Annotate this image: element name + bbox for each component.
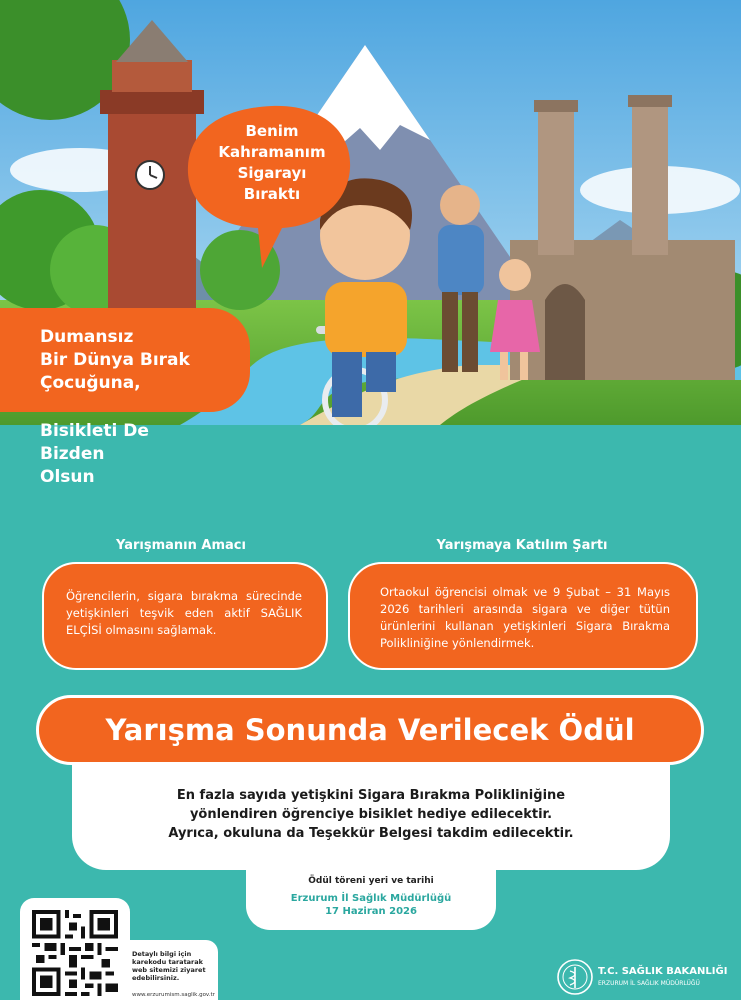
prize-description (72, 758, 670, 870)
sub-headline (40, 420, 149, 489)
madrasa (510, 240, 735, 380)
qr-info-line: edebilirsiniz. (132, 974, 180, 982)
goal-text: Öğrencilerin, sigara bırakma sürecinde yetişkinleri teşvik eden aktif SAĞLIK ELÇİSİ olmasını sağlamak. (66, 589, 302, 637)
ceremony-place: Erzurum İl Sağlık Müdürlüğü (290, 893, 452, 904)
speech-bubble (184, 105, 360, 233)
prize-line: Ayrıca, okuluna da Teşekkür Belgesi takdim edilecektir. (168, 826, 574, 841)
girl (499, 259, 531, 291)
madrasa-portal (545, 284, 585, 380)
ceremony-date: 17 Haziran 2026 (325, 906, 417, 917)
qr-info-line: Detaylı bilgi için (132, 950, 192, 958)
ministry-logo (556, 958, 736, 998)
headline-box (0, 308, 250, 412)
clock-tower (108, 100, 196, 315)
qr-code-card[interactable] (20, 898, 130, 1000)
qr-info-line: web sitemizi ziyaret (132, 966, 206, 974)
prize-line: En fazla sayıda yetişkini Sigara Bırakma Polikliniğine (176, 788, 566, 803)
headline-line: Çocuğuna, (40, 373, 141, 393)
speech-line: Benim (245, 122, 299, 140)
ceremony-info (246, 870, 496, 930)
qr-info-line: karekodu taratarak (132, 958, 203, 966)
goal-title: Yarışmanın Amacı (116, 538, 246, 553)
condition-text: Ortaokul öğrencisi olmak ve 9 Şubat – 31 Mayıs 2026 tarihleri arasında sigara ve diğer tütün ürünlerini kullanan yetişkinleri Sigara Bırakma Polikliniğine yönlendirmek. (380, 585, 670, 650)
goal-box (42, 562, 328, 670)
father (440, 185, 480, 225)
prize-title: Yarışma Sonunda Verilecek Ödül (36, 695, 704, 765)
prize-line: yönlendiren öğrenciye bisiklet hediye edilecektir. (189, 807, 553, 822)
sub-headline-line: Bizden (40, 444, 105, 464)
ministry-title: T.C. SAĞLIK BAKANLIĞI (598, 966, 728, 977)
ministry-subtitle: ERZURUM İL SAĞLIK MÜDÜRLÜĞÜ (598, 980, 700, 987)
speech-line: Sigarayı (237, 164, 307, 182)
qr-info (126, 940, 218, 1000)
speech-line: Kahramanım (218, 143, 326, 161)
condition-title: Yarışmaya Katılım Şartı (436, 538, 608, 553)
qr-code-icon[interactable] (32, 910, 118, 996)
minaret (538, 105, 574, 255)
condition-box (348, 562, 698, 670)
minaret (632, 100, 668, 255)
headline-line: Dumansız (40, 327, 134, 347)
sub-headline-line: Olsun (40, 467, 95, 487)
ministry-emblem-icon (556, 958, 594, 996)
speech-line: Bıraktı (243, 185, 301, 203)
sub-headline-line: Bisikleti De (40, 421, 149, 441)
headline-line: Bir Dünya Bırak (40, 350, 190, 370)
ceremony-label: Ödül töreni yeri ve tarihi (308, 876, 434, 886)
website-link[interactable]: www.erzurumism.saglik.gov.tr (132, 992, 215, 998)
